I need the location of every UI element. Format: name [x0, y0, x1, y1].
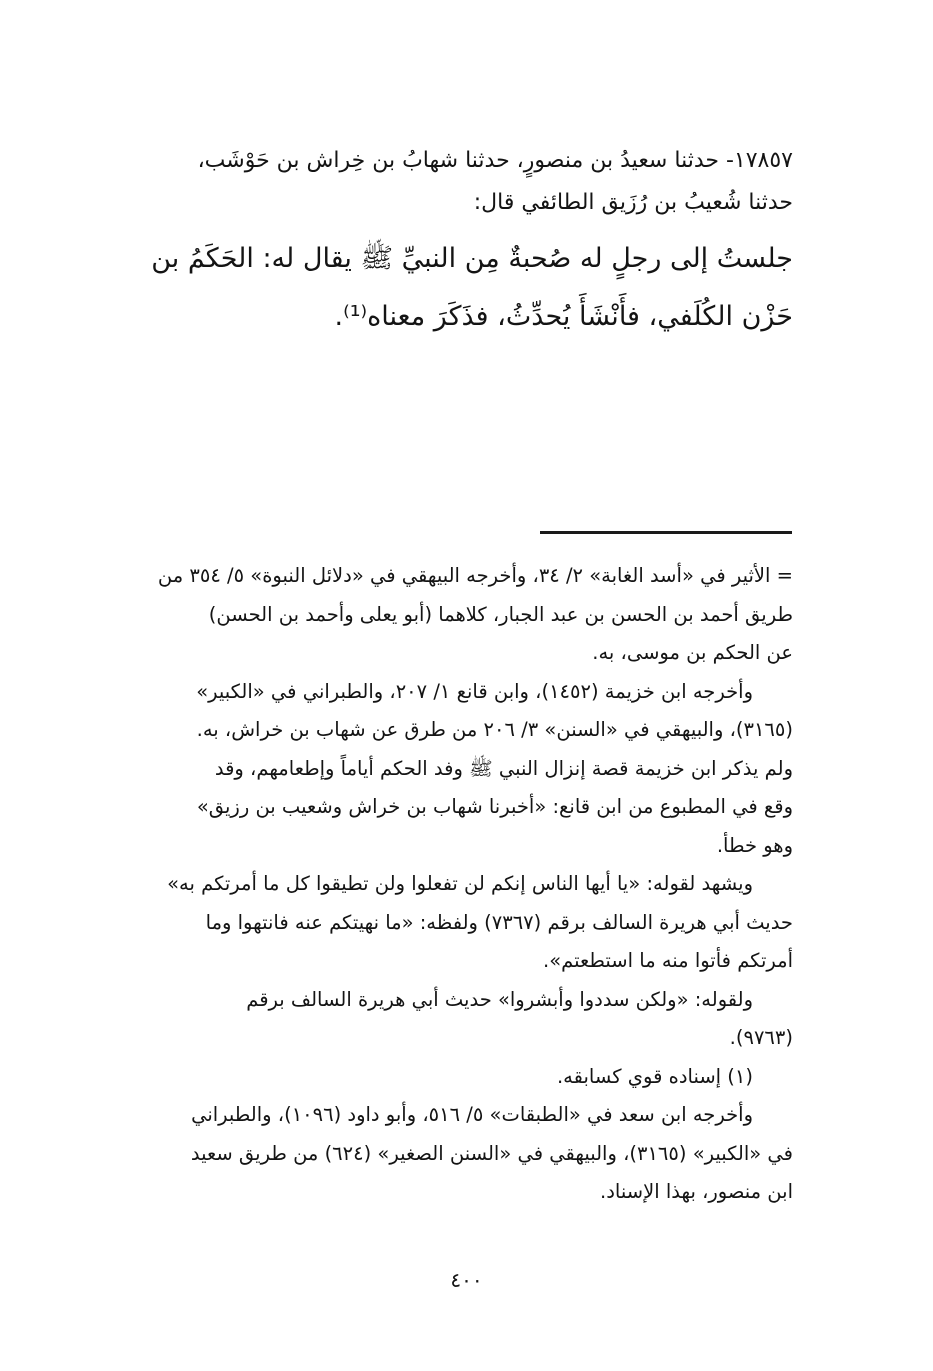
footnote-line: = الأثير في «أسد الغابة» ٢/ ٣٤، وأخرجه البيهقي في «دلائل النبوة» ٥/ ٣٥٤ من: [157, 564, 793, 587]
footnote-line: طريق أحمد بن الحسن بن عبد الجبار، كلاهما (أبو يعلى وأحمد بن الحسن): [208, 602, 793, 626]
footnote-line: ولقوله: «ولكن سددوا وأبشروا» حديث أبي هريرة السالف برقم: [246, 987, 753, 1011]
footnote-line: ابن منصور، بهذا الإسناد.: [600, 1180, 793, 1203]
matn-line: حَزْن الكُلَفي، فأَنْشَأَ يُحدِّثُ، فذَكَرَ معناه⁽¹⁾.: [334, 301, 793, 332]
footnote-line: ويشهد لقوله: «يا أيها الناس إنكم لن تفعلوا ولن تطيقوا كل ما أمرتكم به»: [167, 872, 753, 895]
isnad-line: ١٧٨٥٧- حدثنا سعيدُ بن منصورٍ، حدثنا شهابُ بن خِراش بن حَوْشَب،: [197, 148, 793, 173]
footnote-divider: [540, 531, 792, 534]
footnote-line: وأخرجه ابن سعد في «الطبقات» ٥/ ٥١٦، وأبو داود (١٠٩٦)، والطبراني: [191, 1103, 753, 1126]
footnote-line: وأخرجه ابن خزيمة (١٤٥٢)، وابن قانع ١/ ٢٠٧، والطبراني في «الكبير»: [196, 679, 753, 703]
footnotes: [93, 557, 793, 1212]
footnote-line: وقع في المطبوع من ابن قانع: «أخبرنا شهاب بن خراش وشعيب بن رزيق»: [196, 795, 793, 818]
matn-line: جلستُ إلى رجلٍ له صُحبةٌ مِن النبيِّ ﷺ يقال له: الحَكَمُ بن: [151, 243, 793, 274]
hadith-isnad: [93, 140, 793, 224]
footnote-line: (٣١٦٥)، والبيهقي في «السنن» ٣/ ٢٠٦ من طرق عن شهاب بن خراش، به.: [196, 718, 793, 741]
isnad-line: حدثنا شُعيبُ بن رُزَيق الطائفي قال:: [473, 190, 793, 215]
footnote-line: وهو خطأ.: [716, 833, 793, 857]
footnote-line: ولم يذكر ابن خزيمة قصة إنزال النبي ﷺ وفد الحكم أياماً وإطعامهم، وقد: [214, 756, 793, 780]
page-number: ٤٠٠: [450, 1268, 483, 1292]
footnote-line: حديث أبي هريرة السالف برقم (٧٣٦٧) ولفظه: «ما نهيتكم عنه فانتهوا وما: [205, 910, 793, 934]
footnote-line: عن الحكم بن موسى، به.: [592, 641, 793, 664]
hadith-matn: [93, 230, 793, 346]
footnote-line: في «الكبير» (٣١٦٥)، والبيهقي في «السنن الصغير» (٦٢٤) من طريق سعيد: [190, 1141, 793, 1165]
footnote-number-line: (١) إسناده قوي كسابقه.: [556, 1064, 753, 1088]
footnote-line: (٩٧٦٣).: [729, 1026, 793, 1049]
footnote-line: أمرتكم فأتوا منه ما استطعتم».: [543, 949, 793, 972]
